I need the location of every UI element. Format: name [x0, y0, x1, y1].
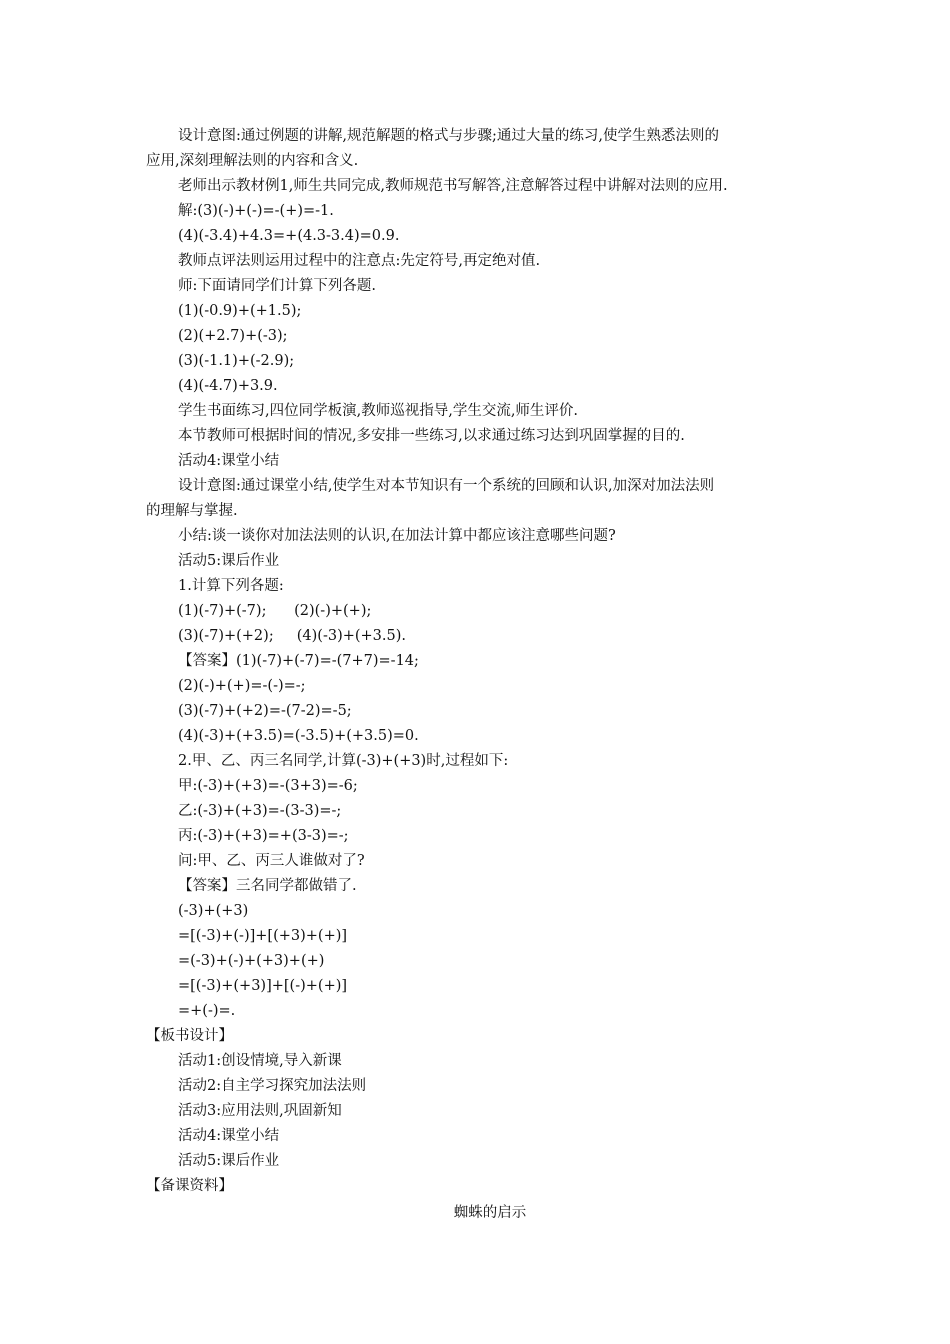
homework-2-question: 问:甲、乙、丙三人谁做对了?: [178, 853, 365, 869]
materials-heading: 【备课资料】: [146, 1178, 233, 1194]
homework-2-title: 2.甲、乙、丙三名同学,计算(-3)+(+3)时,过程如下:: [178, 753, 509, 769]
board-activity-5: 活动5:课后作业: [178, 1153, 280, 1169]
summary-intent-line-1: 设计意图:通过课堂小结,使学生对本节知识有一个系统的回顾和认识,加深对加法法则: [178, 478, 715, 494]
exercise-3: (3)(-1.1)+(-2.9);: [178, 353, 295, 369]
exercise-1: (1)(-0.9)+(+1.5);: [178, 303, 302, 319]
homework-1-items-b: (3)(-7)+(+2); (4)(-3)+(+3.5).: [178, 628, 407, 644]
answer-1-line-3: (3)(-7)+(+2)=-(7-2)=-5;: [178, 703, 352, 719]
activity-4-heading: 活动4:课堂小结: [178, 453, 280, 469]
activity-5-heading: 活动5:课后作业: [178, 553, 280, 569]
board-activity-4: 活动4:课堂小结: [178, 1128, 280, 1144]
student-c-line: 丙:(-3)+(+3)=+(3-3)=-;: [178, 828, 349, 844]
answer-1-line-4: (4)(-3)+(+3.5)=(-3.5)+(+3.5)=0.: [178, 728, 419, 744]
article-title: 蜘蛛的启示: [453, 1205, 527, 1221]
answer-2-line-2: (-3)+(+3): [178, 903, 249, 919]
board-activity-2: 活动2:自主学习探究加法法则: [178, 1078, 367, 1094]
summary-intent-line-2: 的理解与掌握.: [146, 503, 238, 519]
answer-1-line-1: 【答案】(1)(-7)+(-7)=-(7+7)=-14;: [178, 653, 419, 669]
board-design-heading: 【板书设计】: [146, 1028, 233, 1044]
homework-1-items-a: (1)(-7)+(-7); (2)(-)+(+);: [178, 603, 372, 619]
summary-question-line: 小结:谈一谈你对加法法则的认识,在加法计算中都应该注意哪些问题?: [178, 528, 616, 544]
design-intent-line-2: 应用,深刻理解法则的内容和含义.: [146, 153, 359, 169]
answer-2-line-4: =(-3)+(-)+(+3)+(+): [178, 953, 325, 969]
answer-2-line-5: =[(-3)+(+3)]+[(-)+(+)]: [178, 978, 348, 994]
answer-1-line-2: (2)(-)+(+)=-(-)=-;: [178, 678, 306, 694]
teacher-comment-line: 教师点评法则运用过程中的注意点:先定符号,再定绝对值.: [178, 253, 541, 269]
answer-2-line-1: 【答案】三名同学都做错了.: [178, 878, 357, 894]
solution-line-3: 解:(3)(-)+(-)=-(+)=-1.: [178, 203, 334, 219]
teacher-example-line: 老师出示教材例1,师生共同完成,教师规范书写解答,注意解答过程中讲解对法则的应用.: [178, 178, 728, 194]
arrangement-line: 本节教师可根据时间的情况,多安排一些练习,以求通过练习达到巩固掌握的目的.: [178, 428, 685, 444]
design-intent-line-1: 设计意图:通过例题的讲解,规范解题的格式与步骤;通过大量的练习,使学生熟悉法则的: [178, 128, 719, 144]
exercise-2: (2)(+2.7)+(-3);: [178, 328, 288, 344]
exercise-intro-line: 师:下面请同学们计算下列各题.: [178, 278, 376, 294]
exercise-4: (4)(-4.7)+3.9.: [178, 378, 278, 394]
homework-1-title: 1.计算下列各题:: [178, 578, 284, 594]
answer-2-line-6: =+(-)=.: [178, 1003, 236, 1019]
board-activity-1: 活动1:创设情境,导入新课: [178, 1053, 342, 1069]
answer-2-line-3: =[(-3)+(-)]+[(+3)+(+)]: [178, 928, 348, 944]
student-b-line: 乙:(-3)+(+3)=-(3-3)=-;: [178, 803, 342, 819]
board-activity-3: 活动3:应用法则,巩固新知: [178, 1103, 342, 1119]
student-a-line: 甲:(-3)+(+3)=-(3+3)=-6;: [178, 778, 358, 794]
practice-line: 学生书面练习,四位同学板演,教师巡视指导,学生交流,师生评价.: [178, 403, 579, 419]
solution-line-4: (4)(-3.4)+4.3=+(4.3-3.4)=0.9.: [178, 228, 400, 244]
